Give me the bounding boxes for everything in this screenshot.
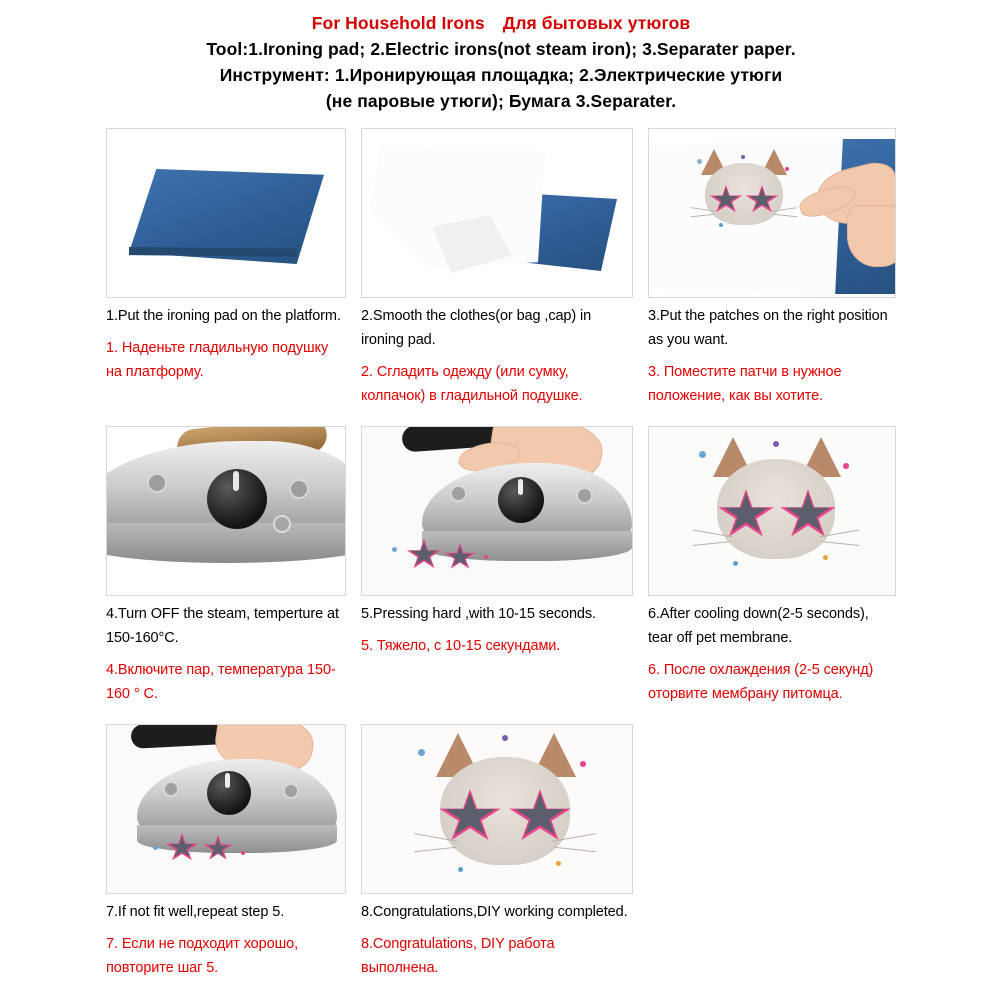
step-7-cell — [106, 724, 346, 980]
iron-steam-off-photo — [106, 426, 346, 596]
pressing-iron-photo — [361, 426, 633, 596]
row-spacer — [648, 706, 896, 724]
row-spacer — [361, 408, 633, 426]
cloth-on-pad-photo — [361, 128, 633, 298]
step-7-caption-ru: 7. Если не подходит хорошо, повторите шаг 5. — [106, 936, 298, 976]
page-header — [0, 0, 1002, 114]
steps-grid — [106, 128, 896, 980]
row-spacer — [106, 706, 346, 724]
step-3-caption-en: 3.Put the patches on the right position as you want. — [648, 308, 888, 348]
step-8-caption-ru: 8.Congratulations, DIY работа выполнена. — [361, 936, 555, 976]
finished-patch-photo — [361, 724, 633, 894]
header-title-russian: Для бытовых утюгов — [502, 13, 691, 33]
step-empty-cell — [648, 724, 896, 980]
header-tools-russian-2: (не паровые утюги); Бумага 3.Separater. — [325, 91, 677, 111]
step-2-cell — [361, 128, 633, 408]
step-6-caption-en: 6.After cooling down(2-5 seconds), tear off pet membrane. — [648, 606, 869, 646]
header-title-line — [40, 10, 962, 36]
step-3-cell — [648, 128, 896, 408]
ironing-pad-photo — [106, 128, 346, 298]
step-1-cell — [106, 128, 346, 408]
step-6-caption-ru: 6. После охлаждения (2-5 секунд) оторвите мембрану питомца. — [648, 662, 874, 702]
step-4-cell — [106, 426, 346, 706]
header-title-english: For Household Irons — [311, 13, 485, 33]
row-spacer — [106, 408, 346, 426]
step-5-caption-ru: 5. Тяжело, с 10-15 секундами. — [361, 638, 561, 654]
step-2-caption-en: 2.Smooth the clothes(or bag ,cap) in ironing pad. — [361, 308, 592, 348]
step-6-cell — [648, 426, 896, 706]
peel-membrane-photo — [648, 426, 896, 596]
step-8-cell — [361, 724, 633, 980]
placing-patch-photo — [648, 128, 896, 298]
step-3-caption-ru: 3. Поместите патчи в нужное положение, как вы хотите. — [648, 364, 842, 404]
row-spacer — [361, 706, 633, 724]
step-1-caption-ru: 1. Наденьте гладильную подушку на платформу. — [106, 340, 329, 380]
row-spacer — [648, 408, 896, 426]
step-7-caption-en: 7.If not fit well,repeat step 5. — [106, 904, 285, 920]
step-4-caption-ru: 4.Включите пар, температура 150-160 ° С. — [106, 662, 336, 702]
step-1-caption-en: 1.Put the ironing pad on the platform. — [106, 308, 341, 324]
step-8-caption-en: 8.Congratulations,DIY working completed. — [361, 904, 628, 920]
header-tools-english: Tool:1.Ironing pad; 2.Electric irons(not steam iron); 3.Separater paper. — [206, 39, 796, 59]
step-5-cell — [361, 426, 633, 706]
header-tools-russian-1: Инструмент: 1.Иронирующая площадка; 2.Электрические утюги — [219, 65, 783, 85]
step-4-caption-en: 4.Turn OFF the steam, temperture at 150-160°C. — [106, 606, 339, 646]
step-2-caption-ru: 2. Сгладить одежду (или сумку, колпачок) в гладильной подушке. — [361, 364, 583, 404]
step-5-caption-en: 5.Pressing hard ,with 10-15 seconds. — [361, 606, 596, 622]
repeat-press-photo — [106, 724, 346, 894]
